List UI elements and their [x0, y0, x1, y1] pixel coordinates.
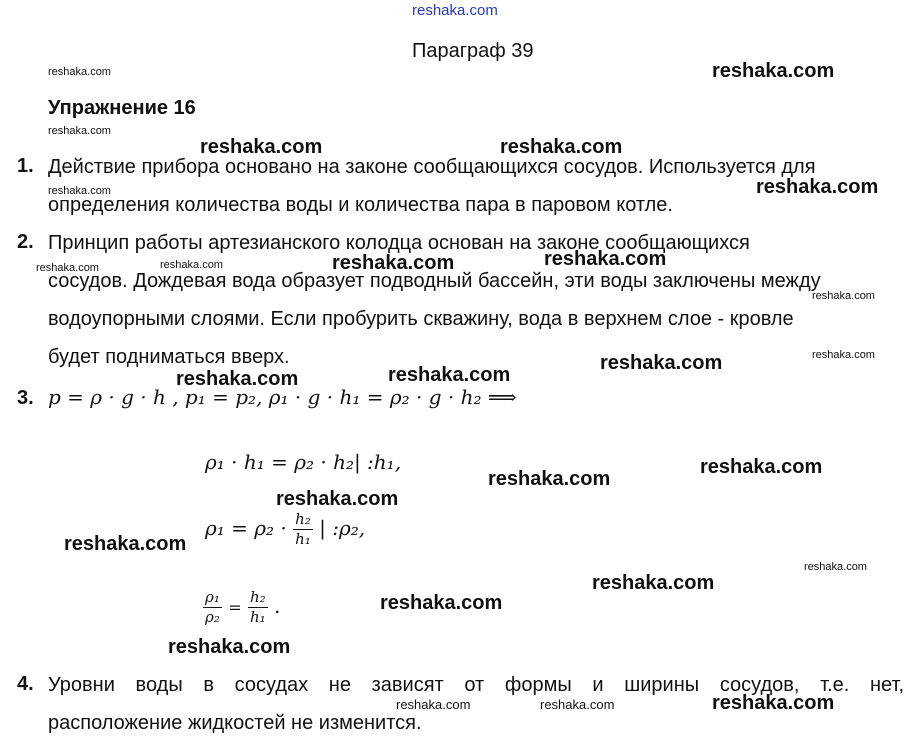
- watermark: reshaka.com: [380, 592, 503, 614]
- watermark-small: reshaka.com: [804, 561, 867, 573]
- step-3-num-1: ρ₁: [205, 588, 220, 606]
- item-2-line-3: водоупорными слоями. Если пробурить скважину, вода в верхнем слое - кровле: [48, 308, 794, 330]
- watermark: reshaka.com: [600, 352, 723, 374]
- step-3-equals: =: [228, 598, 242, 617]
- step-3-num-2: h₂: [249, 588, 266, 606]
- formula-step-3: [203, 590, 280, 625]
- watermark-small: reshaka.com: [812, 290, 875, 302]
- item-2-line-1: Принцип работы артезианского колодца основан на законе сообщающихся: [48, 232, 750, 254]
- watermark: reshaka.com: [200, 136, 323, 158]
- formula-step-1: ρ₁ · h₁ = ρ₂ · h₂| :h₁,: [205, 450, 402, 474]
- watermark: reshaka.com: [64, 533, 187, 555]
- watermark-small: reshaka.com: [160, 259, 223, 271]
- step-3-den-2: h₁: [249, 608, 266, 626]
- item-2-line-4: будет подниматься вверх.: [48, 346, 290, 368]
- item-number-1: 1.: [17, 155, 34, 177]
- watermark-small: reshaka.com: [396, 697, 471, 712]
- watermark-small: reshaka.com: [48, 125, 111, 137]
- watermark-small: reshaka.com: [48, 185, 111, 197]
- item-number-4: 4.: [17, 673, 34, 695]
- item-1-line-2: определения количества воды и количества пара в паровом котле.: [48, 194, 673, 216]
- watermark-small: reshaka.com: [812, 349, 875, 361]
- watermark: reshaka.com: [544, 248, 667, 270]
- item-4-line-2: расположение жидкостей не изменится.: [48, 712, 422, 734]
- formula-line: p = ρ · g · h , p₁ = p₂, ρ₁ · g · h₁ = ρ₂ · g · h₂ ⟹: [48, 385, 517, 409]
- watermark: reshaka.com: [332, 252, 455, 274]
- step-3-end: .: [274, 594, 281, 618]
- watermark: reshaka.com: [488, 468, 611, 490]
- watermark-small: reshaka.com: [36, 262, 99, 274]
- watermark-small: reshaka.com: [48, 66, 111, 78]
- watermark: reshaka.com: [592, 572, 715, 594]
- page-title: Параграф 39: [412, 40, 534, 62]
- step-2-denominator: h₁: [295, 530, 311, 548]
- watermark: reshaka.com: [700, 456, 823, 478]
- watermark: reshaka.com: [712, 692, 835, 714]
- step-3-den-1: ρ₂: [205, 608, 220, 626]
- step-2-right: | :ρ₂,: [319, 516, 366, 540]
- exercise-heading: Упражнение 16: [48, 97, 196, 119]
- watermark: reshaka.com: [276, 488, 399, 510]
- item-number-3: 3.: [17, 387, 34, 409]
- watermark: reshaka.com: [712, 60, 835, 82]
- formula-step-2: [205, 512, 365, 547]
- watermark: reshaka.com: [500, 136, 623, 158]
- item-4-line-1: Уровни воды в сосудах не зависят от формы и ширины сосудов, т.е. нет,: [48, 674, 904, 696]
- step-2-numerator: h₂: [295, 510, 311, 528]
- step-2-left: ρ₁ = ρ₂ ·: [205, 516, 287, 540]
- item-2-line-2: сосудов. Дождевая вода образует подводный бассейн, эти воды заключены между: [48, 270, 821, 292]
- step-3-fraction-2: [248, 590, 268, 625]
- site-link[interactable]: reshaka.com: [412, 2, 498, 19]
- watermark: reshaka.com: [168, 636, 291, 658]
- step-3-fraction-1: [203, 590, 222, 625]
- step-2-fraction: [293, 512, 313, 547]
- item-number-2: 2.: [17, 231, 34, 253]
- item-1-line-1: Действие прибора основано на законе сообщающихся сосудов. Используется для: [48, 156, 816, 178]
- watermark-small: reshaka.com: [540, 697, 615, 712]
- watermark: reshaka.com: [756, 176, 879, 198]
- watermark: reshaka.com: [176, 368, 299, 390]
- watermark: reshaka.com: [388, 364, 511, 386]
